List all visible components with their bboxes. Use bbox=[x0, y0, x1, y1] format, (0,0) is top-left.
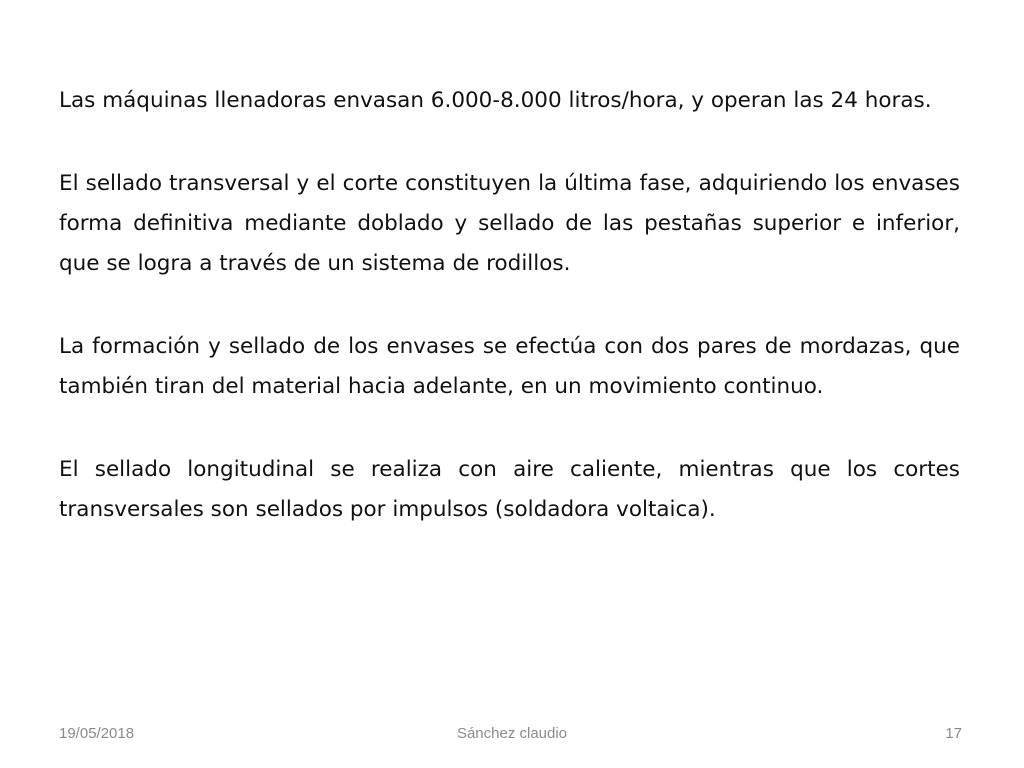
paragraph-longitudinal-sealing: El sellado longitudinal se realiza con aire caliente, mientras que los cortes transversales son sellados por impulsos (soldadora voltaica). bbox=[59, 457, 960, 522]
paragraph-filling-capacity: Las máquinas llenadoras envasan 6.000-8.000 litros/hora, y operan las 24 horas. bbox=[59, 88, 932, 113]
footer-date: 19/05/2018 bbox=[59, 725, 135, 742]
paragraph-transverse-sealing: El sellado transversal y el corte constituyen la última fase, adquiriendo los envases forma definitiva mediante doblado y sellado de las pestañas superior e inferior, que se logra a través de un sistema de rodillos. bbox=[59, 171, 960, 276]
footer-page-number: 17 bbox=[945, 725, 962, 742]
footer-author: Sánchez claudio bbox=[456, 725, 568, 742]
paragraph-jaw-forming: La formación y sellado de los envases se efectúa con dos pares de mordazas, que también tiran del material hacia adelante, en un movimiento continuo. bbox=[59, 334, 960, 399]
slide-body bbox=[59, 81, 960, 530]
